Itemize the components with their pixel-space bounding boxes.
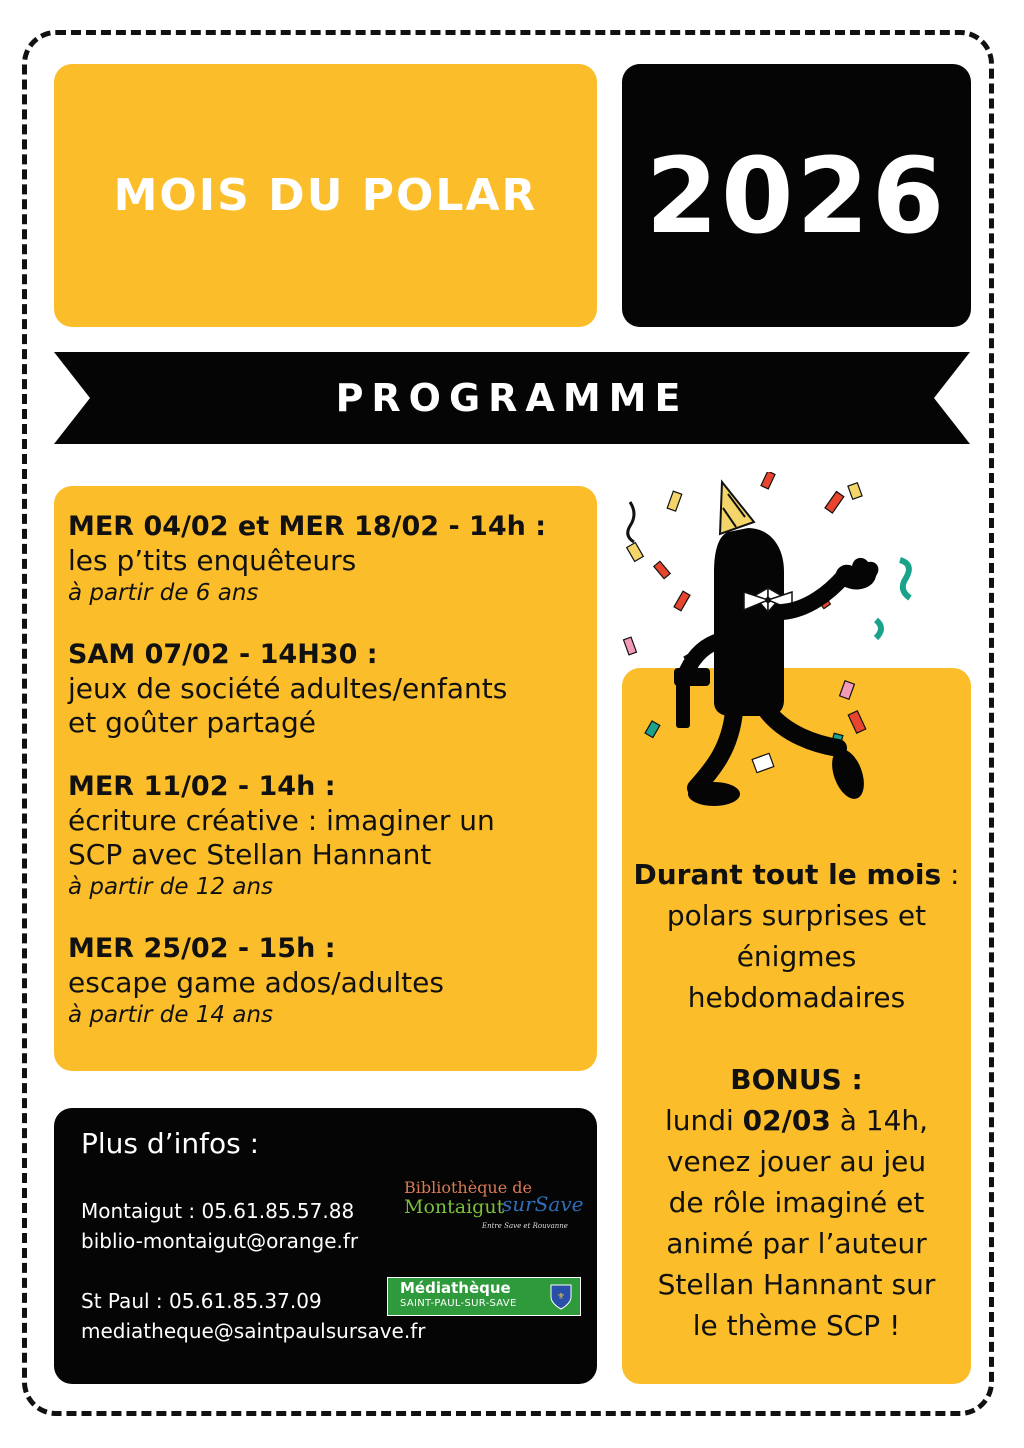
event-date: SAM 07/02 - 14H30 : <box>68 639 378 670</box>
event-description: jeux de société adultes/enfants <box>68 672 508 705</box>
bonus-text: venez jouer au jeu <box>666 1145 927 1178</box>
event-item <box>68 932 583 1030</box>
info-title: Plus d’infos : <box>81 1127 260 1160</box>
month-text: polars surprises et <box>666 899 927 932</box>
event-age: à partir de 6 ans <box>68 580 259 606</box>
event-date: MER 25/02 - 15h : <box>68 933 336 964</box>
bonus-heading: BONUS : <box>730 1063 863 1096</box>
logo-text: Médiathèque <box>400 1279 511 1297</box>
title-box <box>54 64 597 327</box>
event-description: et goûter partagé <box>68 706 316 739</box>
poster-year: 2026 <box>645 134 948 257</box>
stpaul-email: mediatheque@saintpaulsursave.fr <box>81 1319 426 1343</box>
event-item <box>68 638 583 740</box>
month-heading: Durant tout le mois <box>633 858 942 891</box>
event-date: MER 04/02 et MER 18/02 - 14h : <box>68 511 547 542</box>
party-detective-mascot-illustration <box>618 472 930 822</box>
bonus-date: 02/03 <box>742 1104 831 1137</box>
logo-text: SAINT-PAUL-SUR-SAVE <box>400 1298 517 1309</box>
event-age: à partir de 14 ans <box>68 1002 274 1028</box>
bonus-text: Stellan Hannant sur <box>657 1268 936 1301</box>
event-description: SCP avec Stellan Hannant <box>68 838 432 871</box>
coat-of-arms-icon <box>550 1284 572 1310</box>
info-box <box>54 1108 597 1384</box>
logo-text: Montaigut <box>404 1196 505 1218</box>
event-date: MER 11/02 - 14h : <box>68 771 336 802</box>
bonus-text: le thème SCP ! <box>692 1309 901 1342</box>
event-description: les p’tits enquêteurs <box>68 544 357 577</box>
side-info-text: Durant tout le mois : polars surprises et énigmes hebdomadaires BONUS : lundi 02/03 à 14h, venez jouer au jeu de rôle imaginé et animé par l’auteur Stellan Hannant sur le thème SCP ! <box>622 854 971 1346</box>
programme-ribbon <box>54 352 970 444</box>
logo-text: surSave <box>502 1192 584 1216</box>
montaigut-phone: Montaigut : 05.61.85.57.88 <box>81 1199 355 1223</box>
event-item <box>68 510 583 608</box>
bonus-text: de rôle imaginé et <box>668 1186 925 1219</box>
logo-tagline: Entre Save et Rouvanne <box>482 1222 568 1230</box>
event-description: escape game ados/adultes <box>68 966 444 999</box>
ribbon-label: PROGRAMME <box>335 376 689 420</box>
event-age: à partir de 12 ans <box>68 874 274 900</box>
event-description: écriture créative : imaginer un <box>68 804 495 837</box>
event-item <box>68 770 583 902</box>
saint-paul-mediatheque-logo <box>387 1277 581 1316</box>
montaigut-email: biblio-montaigut@orange.fr <box>81 1229 359 1253</box>
svg-text:⚜: ⚜ <box>556 1292 566 1302</box>
month-text: hebdomadaires <box>687 981 906 1014</box>
montaigut-library-logo <box>404 1178 584 1240</box>
year-box <box>622 64 971 327</box>
bonus-text: animé par l’auteur <box>666 1227 927 1260</box>
logo-text: Bibliothèque de <box>404 1178 532 1197</box>
month-text: énigmes <box>736 940 857 973</box>
program-box <box>54 486 597 1071</box>
poster-title: MOIS DU POLAR <box>113 170 538 221</box>
stpaul-phone: St Paul : 05.61.85.37.09 <box>81 1289 322 1313</box>
